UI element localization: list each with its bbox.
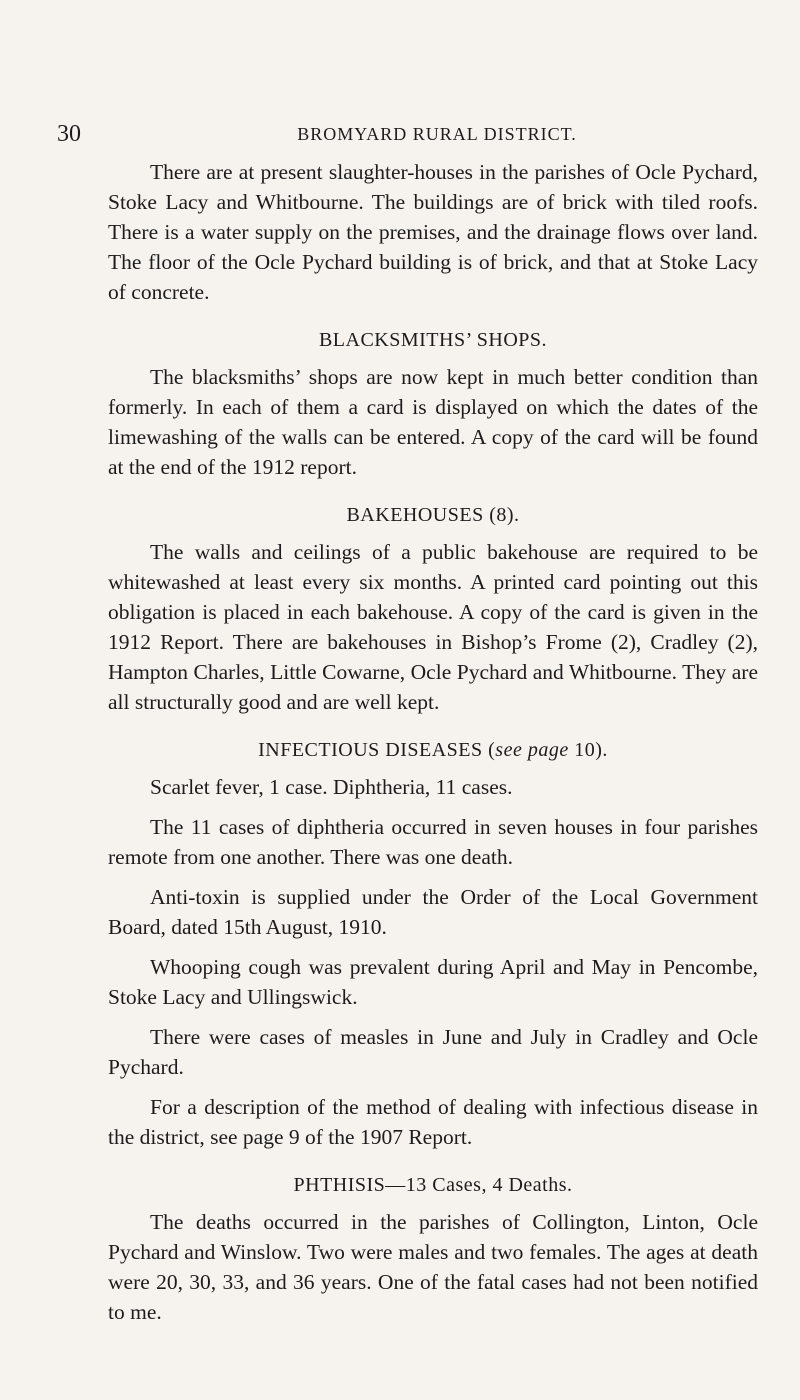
bakehouses-paragraph: The walls and ceilings of a public bakehouse are required to be whitewashed at least every six months. A printed card pointing out this obligation is placed in each bakehouse. A copy of the card is given in the 1912 Report. There are bakehouses in Bishop’s Frome (2), Cradley (2), Hampton Charles, Little Cowarne, Ocle Pychard and Whitbourne. They are all structurally good and are well kept. <box>108 540 758 714</box>
phthisis-paragraph: The deaths occurred in the parishes of Collington, Linton, Ocle Pychard and Winslow. Two were males and two females. The ages at death were 20, 30, 33, and 36 years. One of the fatal cases had not been notified to me. <box>108 1210 758 1324</box>
infectious-paragraph: For a description of the method of dealing with infectious disease in the district, see page 9 of the 1907 Report. <box>108 1095 758 1149</box>
phthisis-heading: PHTHISIS—13 Cases, 4 Deaths. <box>293 1174 573 1196</box>
blacksmiths-paragraph: The blacksmiths’ shops are now kept in much better condition than formerly. In each of them a card is displayed on which the dates of the limewashing of the walls can be entered. A copy of the card will be found at the end of the 1912 report. <box>108 365 758 479</box>
infectious-paragraph: Whooping cough was prevalent during April and May in Pencombe, Stoke Lacy and Ullingswick. <box>108 955 758 1009</box>
infectious-paragraph: Scarlet fever, 1 case. Diphtheria, 11 cases. <box>150 775 513 799</box>
blacksmiths-heading: BLACKSMITHS’ SHOPS. <box>318 329 548 351</box>
running-head: BROMYARD RURAL DISTRICT. <box>297 124 577 144</box>
bakehouses-heading: BAKEHOUSES (8). <box>346 504 520 526</box>
page-number: 30 <box>57 121 81 147</box>
infectious-paragraph: The 11 cases of diphtheria occurred in seven houses in four parishes remote from one another. There was one death. <box>108 815 758 869</box>
infectious-heading-italic: see page <box>495 739 569 761</box>
infectious-heading-end: 10). <box>568 739 608 761</box>
page-body <box>108 157 758 1337</box>
infectious-diseases-heading <box>108 739 758 762</box>
infectious-paragraph: There were cases of measles in June and July in Cradley and Ocle Pychard. <box>108 1025 758 1079</box>
page-header <box>57 121 757 151</box>
slaughter-houses-paragraph: There are at present slaughter-houses in the parishes of Ocle Pychard, Stoke Lacy and Whitbourne. The buildings are of brick with tiled roofs. There is a water supply on the premises, and the drainage flows over land. The floor of the Ocle Pychard building is of brick, and that at Stoke Lacy of concrete. <box>108 160 758 304</box>
infectious-paragraph: Anti-toxin is supplied under the Order of the Local Government Board, dated 15th August, 1910. <box>108 885 758 939</box>
infectious-heading-main: INFECTIOUS DISEASES ( <box>258 739 496 761</box>
